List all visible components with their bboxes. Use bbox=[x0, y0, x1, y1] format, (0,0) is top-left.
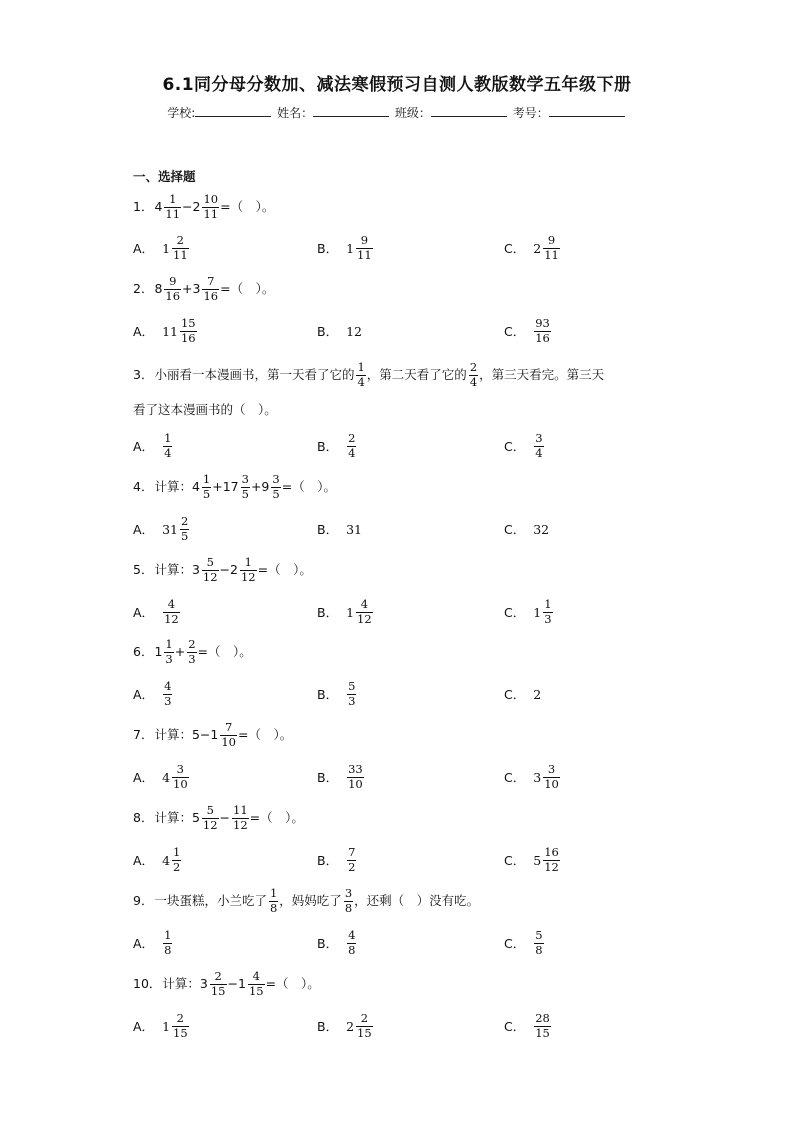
fraction-denominator: 4 bbox=[469, 374, 478, 389]
fraction bbox=[163, 598, 180, 625]
fraction-numerator: 93 bbox=[535, 316, 550, 331]
fraction-denominator: 15 bbox=[248, 983, 264, 998]
answer-options bbox=[133, 233, 693, 263]
fraction bbox=[347, 763, 364, 790]
fraction-numerator: 2 bbox=[348, 431, 356, 446]
question-number: 4． bbox=[133, 478, 154, 494]
text-segment: 计算：3 bbox=[154, 561, 200, 577]
fraction-numerator: 1 bbox=[164, 928, 172, 943]
text-segment: 11 bbox=[162, 323, 178, 339]
text-segment: C． bbox=[504, 687, 526, 702]
text-segment: 12 bbox=[346, 323, 362, 339]
fraction-denominator: 2 bbox=[173, 859, 181, 874]
text-segment: =（ ）。 bbox=[237, 726, 293, 742]
text-segment: B． bbox=[317, 936, 339, 951]
fraction bbox=[164, 275, 181, 302]
fraction-numerator: 9 bbox=[360, 233, 369, 248]
fraction bbox=[534, 1012, 551, 1039]
question-stem bbox=[133, 275, 275, 303]
text-segment: =（ ）。 bbox=[197, 643, 252, 659]
fraction bbox=[469, 361, 478, 388]
fraction-numerator: 9 bbox=[169, 274, 177, 289]
text-segment: 计算：3 bbox=[162, 975, 208, 991]
fraction-numerator: 3 bbox=[241, 472, 249, 487]
text-segment: ，妈妈吃了 bbox=[279, 892, 342, 908]
text-segment: C． bbox=[504, 936, 526, 951]
text-segment: +17 bbox=[212, 478, 239, 494]
text-segment: 2 bbox=[346, 1018, 355, 1034]
class-blank bbox=[431, 104, 507, 117]
fraction bbox=[271, 473, 280, 500]
fraction-denominator: 16 bbox=[203, 288, 219, 303]
fraction-numerator: 3 bbox=[176, 762, 184, 777]
school-blank bbox=[195, 104, 271, 117]
text-segment: 1 bbox=[162, 1018, 171, 1034]
text-segment: A． bbox=[133, 605, 155, 620]
fraction-numerator: 2 bbox=[360, 1011, 369, 1026]
option-c[interactable] bbox=[504, 597, 554, 627]
answer-options bbox=[133, 762, 693, 792]
fraction bbox=[543, 598, 552, 625]
fraction-denominator: 3 bbox=[165, 651, 173, 666]
name-blank bbox=[313, 104, 389, 117]
fraction-numerator: 1 bbox=[169, 192, 177, 207]
answer-options bbox=[133, 597, 693, 627]
option-c[interactable] bbox=[504, 514, 550, 544]
option-b[interactable] bbox=[317, 233, 374, 263]
text-segment: B． bbox=[317, 439, 339, 454]
question-stem bbox=[133, 721, 293, 749]
text-segment: A． bbox=[133, 770, 155, 785]
option-b[interactable] bbox=[317, 431, 357, 461]
text-segment: A． bbox=[133, 687, 155, 702]
fraction-denominator: 2 bbox=[348, 859, 356, 874]
text-segment: A． bbox=[133, 439, 155, 454]
fraction-numerator: 2 bbox=[180, 514, 189, 529]
option-c[interactable] bbox=[504, 233, 561, 263]
fraction bbox=[202, 473, 211, 500]
question-number: 9． bbox=[133, 892, 154, 908]
text-segment: 4 bbox=[154, 198, 163, 214]
fraction bbox=[172, 846, 181, 873]
option-a[interactable] bbox=[133, 431, 173, 461]
fraction-denominator: 5 bbox=[202, 486, 211, 501]
fraction bbox=[241, 473, 250, 500]
text-segment: +3 bbox=[182, 280, 201, 296]
fraction-numerator: 2 bbox=[176, 233, 184, 248]
text-segment: 4 bbox=[162, 769, 171, 785]
text-segment: B． bbox=[317, 241, 339, 256]
fraction-denominator: 10 bbox=[348, 776, 363, 791]
question-number: 8． bbox=[133, 809, 154, 825]
fraction bbox=[534, 929, 543, 956]
fraction-numerator: 1 bbox=[269, 886, 278, 901]
fraction bbox=[164, 638, 173, 665]
option-b[interactable] bbox=[317, 679, 357, 709]
fraction-numerator: 3 bbox=[272, 472, 280, 487]
fraction bbox=[356, 1012, 373, 1039]
answer-options bbox=[133, 316, 693, 346]
fraction-denominator: 5 bbox=[272, 486, 280, 501]
fraction-denominator: 4 bbox=[348, 445, 356, 460]
text-segment: ，第三天看完。第三天 bbox=[479, 366, 605, 382]
question-number: 2． bbox=[133, 280, 154, 296]
fraction-numerator: 1 bbox=[357, 360, 365, 375]
fraction-denominator: 12 bbox=[233, 817, 248, 832]
fraction-denominator: 11 bbox=[165, 206, 181, 221]
text-segment: 8 bbox=[154, 280, 163, 296]
fraction bbox=[543, 846, 560, 873]
fraction-numerator: 2 bbox=[469, 360, 478, 375]
fraction-numerator: 28 bbox=[535, 1011, 550, 1026]
fraction-denominator: 12 bbox=[357, 611, 372, 626]
text-segment: ，还剩（ ）没有吃。 bbox=[354, 892, 480, 908]
text-segment: 计算：5 bbox=[154, 809, 200, 825]
option-b[interactable] bbox=[317, 597, 374, 627]
fraction-numerator: 1 bbox=[165, 637, 173, 652]
text-segment: − bbox=[219, 809, 231, 825]
text-segment: 2 bbox=[533, 240, 542, 256]
option-a[interactable] bbox=[133, 762, 190, 792]
fraction-denominator: 12 bbox=[202, 569, 218, 584]
fraction bbox=[202, 275, 219, 302]
text-segment: 31 bbox=[346, 521, 362, 537]
option-a[interactable] bbox=[133, 679, 173, 709]
fraction-denominator: 8 bbox=[348, 942, 356, 957]
text-segment: −1 bbox=[227, 975, 246, 991]
fraction bbox=[347, 432, 356, 459]
option-a[interactable] bbox=[133, 597, 181, 627]
fraction-denominator: 12 bbox=[164, 611, 179, 626]
fraction-numerator: 4 bbox=[252, 969, 260, 984]
fraction bbox=[347, 846, 356, 873]
fraction-numerator: 9 bbox=[547, 233, 556, 248]
fraction-numerator: 7 bbox=[348, 845, 356, 860]
text-segment: +9 bbox=[250, 478, 270, 494]
option-a[interactable] bbox=[133, 928, 173, 958]
text-segment: 3 bbox=[533, 769, 542, 785]
fraction-numerator: 3 bbox=[535, 431, 543, 446]
text-segment: + bbox=[174, 643, 186, 659]
text-segment: C． bbox=[504, 439, 526, 454]
fraction-numerator: 4 bbox=[360, 597, 369, 612]
fraction-numerator: 5 bbox=[206, 555, 214, 570]
page-title: 6.1同分母分数加、减法寒假预习自测人教版数学五年级下册 bbox=[162, 75, 632, 95]
text-segment: A． bbox=[133, 1019, 155, 1034]
exam-number-label: 考号： bbox=[512, 106, 549, 120]
fraction bbox=[356, 361, 365, 388]
fraction-numerator: 1 bbox=[173, 845, 181, 860]
fraction-denominator: 15 bbox=[535, 1025, 550, 1040]
fraction-denominator: 4 bbox=[357, 374, 365, 389]
fraction bbox=[347, 929, 356, 956]
fraction-numerator: 4 bbox=[164, 679, 172, 694]
name-label: 姓名： bbox=[277, 106, 314, 120]
fraction-denominator: 10 bbox=[544, 776, 559, 791]
text-segment: −2 bbox=[219, 561, 238, 577]
text-segment: B． bbox=[317, 770, 339, 785]
fraction bbox=[220, 721, 237, 748]
fraction-numerator: 10 bbox=[203, 192, 219, 207]
fraction-denominator: 4 bbox=[535, 445, 543, 460]
fraction-numerator: 3 bbox=[344, 886, 353, 901]
fraction bbox=[232, 804, 249, 831]
question-number: 10． bbox=[133, 975, 162, 991]
fraction bbox=[187, 638, 196, 665]
fraction bbox=[543, 234, 560, 261]
fraction-denominator: 10 bbox=[221, 734, 236, 749]
option-c[interactable] bbox=[504, 679, 542, 709]
fraction-denominator: 3 bbox=[348, 693, 356, 708]
text-segment: =（ ）。 bbox=[281, 478, 336, 494]
text-segment: A． bbox=[133, 241, 155, 256]
answer-options bbox=[133, 679, 693, 709]
question-stem bbox=[133, 556, 313, 584]
option-a[interactable] bbox=[133, 514, 190, 544]
fraction-denominator: 15 bbox=[210, 983, 226, 998]
answer-options bbox=[133, 845, 693, 875]
fraction-denominator: 15 bbox=[357, 1025, 372, 1040]
fraction-numerator: 5 bbox=[206, 803, 214, 818]
text-segment: 1 bbox=[533, 604, 542, 620]
text-segment: =（ ）。 bbox=[220, 280, 275, 296]
fraction-denominator: 4 bbox=[164, 445, 172, 460]
option-c[interactable] bbox=[504, 928, 545, 958]
option-b[interactable] bbox=[317, 1011, 374, 1041]
text-segment: A． bbox=[133, 522, 155, 537]
fraction bbox=[180, 515, 189, 542]
fraction-numerator: 15 bbox=[180, 316, 196, 331]
fraction-numerator: 1 bbox=[244, 555, 252, 570]
fraction bbox=[356, 234, 373, 261]
fraction-denominator: 12 bbox=[240, 569, 256, 584]
question-number: 3． bbox=[133, 366, 154, 382]
text-segment: 小丽看一本漫画书，第一天看了它的 bbox=[154, 366, 355, 382]
question-number: 7． bbox=[133, 726, 154, 742]
text-segment: C． bbox=[504, 853, 526, 868]
text-segment: C． bbox=[504, 324, 526, 339]
question-stem bbox=[133, 804, 305, 832]
fraction bbox=[202, 804, 219, 831]
text-segment: 一块蛋糕，小兰吃了 bbox=[154, 892, 267, 908]
text-segment: =（ ）。 bbox=[220, 198, 275, 214]
question-stem-continued bbox=[133, 396, 277, 424]
text-segment: 计算：4 bbox=[154, 478, 200, 494]
text-segment: B． bbox=[317, 522, 339, 537]
fraction-numerator: 7 bbox=[207, 274, 215, 289]
exam-number-blank bbox=[549, 104, 625, 117]
fraction bbox=[269, 887, 278, 914]
fraction-denominator: 12 bbox=[544, 859, 559, 874]
fraction-denominator: 3 bbox=[164, 693, 172, 708]
text-segment: B． bbox=[317, 687, 339, 702]
fraction bbox=[202, 556, 219, 583]
text-segment: A． bbox=[133, 936, 155, 951]
fraction-denominator: 16 bbox=[165, 288, 181, 303]
fraction-numerator: 7 bbox=[225, 720, 233, 735]
fraction-numerator: 5 bbox=[535, 928, 543, 943]
fraction bbox=[163, 929, 172, 956]
fraction-numerator: 1 bbox=[544, 597, 552, 612]
question-number: 5． bbox=[133, 561, 154, 577]
option-c[interactable] bbox=[504, 431, 545, 461]
fraction-denominator: 16 bbox=[180, 330, 196, 345]
fraction bbox=[202, 193, 219, 220]
text-segment: 32 bbox=[533, 521, 550, 537]
fraction bbox=[180, 317, 197, 344]
text-segment: 1 bbox=[162, 240, 171, 256]
text-segment: −2 bbox=[182, 198, 201, 214]
fraction-numerator: 1 bbox=[202, 472, 211, 487]
text-segment: 31 bbox=[162, 521, 178, 537]
fraction-denominator: 8 bbox=[535, 942, 543, 957]
section-title: 一、选择题 bbox=[133, 169, 196, 184]
fraction bbox=[356, 598, 373, 625]
text-segment: B． bbox=[317, 605, 339, 620]
option-a[interactable] bbox=[133, 1011, 190, 1041]
option-c[interactable] bbox=[504, 316, 552, 346]
fraction bbox=[534, 432, 543, 459]
option-a[interactable] bbox=[133, 845, 182, 875]
fraction bbox=[534, 317, 551, 344]
fraction-denominator: 5 bbox=[241, 486, 249, 501]
text-segment: =（ ）。 bbox=[265, 975, 320, 991]
fraction-numerator: 11 bbox=[233, 803, 248, 818]
text-segment: =（ ）。 bbox=[249, 809, 304, 825]
fraction bbox=[164, 193, 181, 220]
fraction bbox=[248, 970, 265, 997]
fraction-numerator: 33 bbox=[348, 762, 363, 777]
text-segment: 4 bbox=[162, 852, 171, 868]
fraction bbox=[344, 887, 353, 914]
fraction-denominator: 11 bbox=[357, 247, 372, 262]
fraction bbox=[347, 680, 356, 707]
fraction bbox=[172, 763, 189, 790]
fraction-denominator: 3 bbox=[544, 611, 552, 626]
fraction-denominator: 16 bbox=[535, 330, 550, 345]
fraction-denominator: 11 bbox=[544, 247, 559, 262]
fraction-denominator: 8 bbox=[164, 942, 172, 957]
option-c[interactable] bbox=[504, 762, 561, 792]
fraction-denominator: 8 bbox=[269, 900, 278, 915]
question-stem bbox=[133, 361, 605, 389]
text-segment: 计算：5−1 bbox=[154, 726, 219, 742]
text-segment: C． bbox=[504, 522, 526, 537]
fraction-numerator: 4 bbox=[348, 928, 356, 943]
fraction-numerator: 2 bbox=[214, 969, 222, 984]
answer-options bbox=[133, 1011, 693, 1041]
question-stem bbox=[133, 887, 480, 915]
answer-options bbox=[133, 431, 693, 461]
text-segment: 1 bbox=[346, 604, 355, 620]
fraction-numerator: 3 bbox=[547, 762, 556, 777]
class-label: 班级： bbox=[394, 106, 431, 120]
answer-options bbox=[133, 514, 693, 544]
fraction bbox=[163, 680, 172, 707]
text-segment: 1 bbox=[154, 643, 163, 659]
text-segment: C． bbox=[504, 605, 526, 620]
text-segment: A． bbox=[133, 853, 155, 868]
text-segment: B． bbox=[317, 1019, 339, 1034]
question-number: 6． bbox=[133, 643, 154, 659]
option-b[interactable] bbox=[317, 762, 365, 792]
question-stem bbox=[133, 970, 321, 998]
text-segment: 1 bbox=[346, 240, 355, 256]
option-b[interactable] bbox=[317, 928, 357, 958]
fraction-numerator: 2 bbox=[176, 1011, 184, 1026]
option-a[interactable] bbox=[133, 316, 198, 346]
text-segment: C． bbox=[504, 770, 526, 785]
fraction-numerator: 16 bbox=[544, 845, 559, 860]
text-segment: C． bbox=[504, 1019, 526, 1034]
fraction bbox=[163, 432, 172, 459]
fraction-denominator: 12 bbox=[202, 817, 218, 832]
option-c[interactable] bbox=[504, 845, 561, 875]
fraction bbox=[172, 1012, 189, 1039]
fraction bbox=[543, 763, 560, 790]
text-segment: B． bbox=[317, 853, 339, 868]
text-segment: A． bbox=[133, 324, 155, 339]
fraction-denominator: 15 bbox=[173, 1025, 188, 1040]
text-segment: C． bbox=[504, 241, 526, 256]
question-number: 1． bbox=[133, 198, 154, 214]
fraction-numerator: 2 bbox=[188, 637, 196, 652]
text-segment: 看了这本漫画书的（ ）。 bbox=[133, 401, 277, 417]
option-b[interactable] bbox=[317, 514, 363, 544]
fraction bbox=[172, 234, 189, 261]
fraction-numerator: 5 bbox=[348, 679, 356, 694]
fraction-denominator: 11 bbox=[203, 206, 219, 221]
question-stem bbox=[133, 638, 253, 666]
text-segment: =（ ）。 bbox=[257, 561, 312, 577]
fraction-denominator: 5 bbox=[180, 528, 189, 543]
fraction bbox=[210, 970, 227, 997]
fraction-numerator: 4 bbox=[167, 597, 176, 612]
fraction-denominator: 10 bbox=[173, 776, 188, 791]
option-b[interactable] bbox=[317, 845, 357, 875]
fraction-denominator: 8 bbox=[344, 900, 353, 915]
text-segment: 2 bbox=[533, 686, 542, 702]
student-info-row bbox=[0, 104, 794, 121]
text-segment: ，第二天看了它的 bbox=[366, 366, 467, 382]
school-label: 学校: bbox=[167, 106, 196, 120]
text-segment: B． bbox=[317, 324, 339, 339]
text-segment: 5 bbox=[533, 852, 542, 868]
fraction-numerator: 1 bbox=[164, 431, 172, 446]
fraction bbox=[240, 556, 257, 583]
fraction-denominator: 3 bbox=[188, 651, 196, 666]
option-b[interactable] bbox=[317, 316, 363, 346]
option-c[interactable] bbox=[504, 1011, 552, 1041]
question-stem bbox=[133, 193, 275, 221]
question-stem bbox=[133, 473, 337, 501]
option-a[interactable] bbox=[133, 233, 190, 263]
fraction-denominator: 11 bbox=[173, 247, 188, 262]
answer-options bbox=[133, 928, 693, 958]
